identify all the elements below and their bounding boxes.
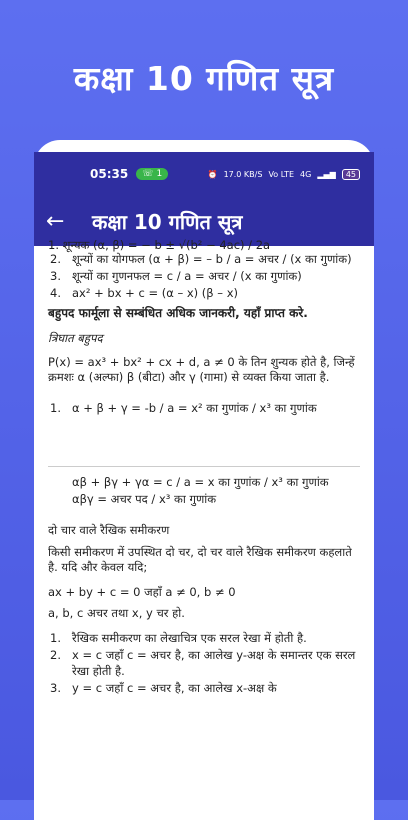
more-info-link[interactable]: बहुपद फार्मूला से सम्बंधित अधिक जानकरी, यहाँ प्राप्त करे. bbox=[48, 305, 308, 320]
phone-frame bbox=[34, 140, 374, 820]
linear-list bbox=[48, 631, 360, 696]
list-item: 2. x = c जहाँ c = अचर है, का आलेख y-अक्ष के समान्तर एक सरल रेखा होती है. bbox=[50, 648, 356, 678]
equation-line: ax + by + c = 0 जहाँ a ≠ 0, b ≠ 0 bbox=[48, 584, 236, 599]
signal-icon: ▂▄▆ bbox=[317, 169, 336, 179]
signal-label: 4G bbox=[300, 169, 312, 179]
list-item: 3. शून्यों का गुणनफल = c / a = अचर / (x का गुणांक) bbox=[50, 269, 302, 284]
status-bar-wrap bbox=[34, 152, 374, 196]
cut-line: 1. शून्यक (α, β) = − b ± √(b² − 4ac) / 2a bbox=[48, 238, 271, 252]
list-item: 2. शून्यों का योगफल (α + β) = – b / a = अचर / (x का गुणांक) bbox=[50, 252, 352, 266]
content-scroll[interactable] bbox=[34, 240, 374, 814]
cubic-list-continued bbox=[48, 475, 360, 507]
battery-icon: 45 bbox=[342, 169, 360, 180]
list-item: 1. α + β + γ = -b / a = x² का गुणांक / x³ का गुणांक bbox=[50, 400, 317, 415]
list-item: 3. y = c जहाँ c = अचर है, का आलेख x-अक्ष के bbox=[50, 680, 277, 695]
status-icons bbox=[208, 169, 360, 180]
zeros-list bbox=[48, 252, 360, 302]
network-label: Vo LTE bbox=[268, 169, 295, 179]
list-item: 4. ax² + bx + c = (α – x) (β – x) bbox=[50, 286, 238, 301]
promo-title: कक्षा 10 गणित सूत्र bbox=[73, 59, 335, 98]
back-arrow-icon[interactable]: ← bbox=[46, 208, 65, 234]
alarm-icon: ⏰ bbox=[207, 169, 218, 179]
data-speed: 17.0 KB/S bbox=[223, 169, 263, 179]
pill-count: 1 bbox=[156, 169, 163, 179]
list-item: αβγ = अचर पद / x³ का गुणांक bbox=[72, 492, 217, 507]
cubic-heading: त्रिघात बहुपद bbox=[48, 331, 103, 346]
cubic-paragraph: P(x) = ax³ + bx² + cx + d, a ≠ 0 के तिन शुन्यक होते है, जिन्हें क्रमशः α (अल्फा) β (बीटा) और γ (गामा) से व्यक्त किया जाता है. bbox=[48, 354, 355, 384]
list-item: αβ + βγ + γα = c / a = x का गुणांक / x³ का गुणांक bbox=[72, 475, 329, 490]
equation-line-2: a, b, c अचर तथा x, y चर हो. bbox=[48, 606, 185, 621]
linear-heading: दो चार वाले रैखिक समीकरण bbox=[48, 523, 170, 538]
ad-divider bbox=[48, 466, 360, 467]
call-pill bbox=[136, 168, 168, 180]
linear-paragraph: किसी समीकरण में उपस्थित दो चर, दो चर वाले रैखिक समीकरण कहलाते है. यदि और केवल यदि; bbox=[48, 544, 352, 574]
app-title: कक्षा 10 गणित सूत्र bbox=[92, 209, 243, 234]
status-bar bbox=[34, 152, 374, 196]
cubic-list bbox=[48, 401, 360, 416]
list-item: 1. रैखिक समीकरण का लेखाचित्र एक सरल रेखा में होती है. bbox=[50, 631, 307, 646]
phone-icon: ☏ bbox=[142, 169, 154, 179]
status-time: 05:35 bbox=[90, 167, 129, 181]
document bbox=[34, 240, 374, 696]
